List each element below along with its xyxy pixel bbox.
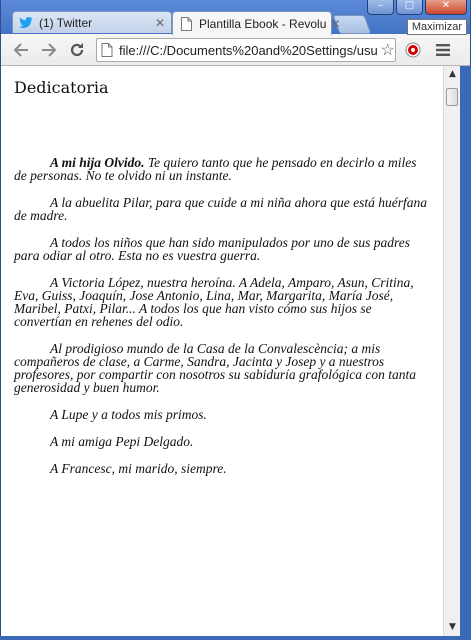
paragraph-text: A Victoria López, nuestra heroína. A Adela, Amparo, Asun, Critina, Eva, Guiss, Joaquín, Jose Antonio, Lina, Mar, Margarita, María José, Maribel, Patxi, Pilar... A todos los que han visto cómo sus hijos se convertían en rehenes del odio. [14, 275, 414, 329]
bookmark-star-icon[interactable]: ☆ [380, 42, 395, 59]
scroll-up-icon[interactable]: ▲ [449, 69, 456, 79]
paragraph [14, 435, 432, 448]
tab-twitter[interactable] [12, 11, 172, 33]
minimize-button[interactable]: – [367, 0, 394, 15]
paragraph [14, 342, 432, 394]
close-window-button[interactable]: ✕ [425, 0, 467, 15]
toolbar [1, 34, 470, 66]
address-bar[interactable] [96, 38, 396, 62]
paragraph [14, 236, 432, 262]
tab-title: (1) Twitter [39, 15, 93, 30]
twitter-icon [19, 16, 33, 30]
paragraph [14, 196, 432, 222]
paragraph [14, 408, 432, 421]
scrollbar-thumb[interactable] [446, 88, 458, 106]
paragraph-text: Al prodigioso mundo de la Casa de la Convalescència; a mis compañeros de clase, a Carme, Sandra, Jacinta y Josep y a nuestros profesores, por compartir con nosotros su sabiduría grafológica con tanta generosidad y buen humor. [14, 341, 417, 395]
url-text: file:///C:/Documents%20and%20Settings/usu [119, 42, 378, 58]
vertical-scrollbar[interactable] [443, 66, 460, 636]
reload-icon[interactable] [67, 40, 87, 60]
page-icon [101, 43, 113, 57]
paragraph [14, 462, 432, 475]
maximize-button[interactable]: □ [396, 0, 423, 15]
back-arrow-icon[interactable] [11, 40, 31, 60]
paragraph-text: A mi amiga Pepi Delgado. [50, 434, 194, 449]
window-controls [367, 0, 467, 14]
paragraph-text: A la abuelita Pilar, para que cuide a mi niña ahora que está huérfana de madre. [14, 195, 427, 223]
close-tab-icon[interactable]: ✕ [154, 15, 165, 30]
paragraph-bold: A mi hija Olvido. [50, 155, 145, 170]
forward-arrow-icon[interactable] [39, 40, 59, 60]
window-border [0, 636, 471, 640]
paragraph-text: A todos los niños que han sido manipulados por uno de sus padres para odiar al otro. Esta no es vuestra guerra. [14, 235, 411, 263]
paragraph [14, 276, 432, 328]
paragraph [14, 156, 432, 182]
scroll-down-icon[interactable]: ▼ [449, 622, 456, 632]
page-content [1, 66, 443, 636]
maximize-tooltip: Maximizar [407, 19, 467, 35]
tab-title: Plantilla Ebook - Revolu [199, 16, 327, 31]
paragraph-text: A Francesc, mi marido, siempre. [50, 461, 227, 476]
window-border [460, 66, 471, 640]
page-heading: Dedicatoria [14, 78, 109, 97]
close-tab-icon[interactable]: ✕ [330, 16, 341, 31]
tab-plantilla-ebook[interactable] [172, 11, 341, 35]
paragraph-text: Te quiero tanto que he pensado en decirlo a miles de personas. No te olvido ni un instante. [14, 155, 417, 183]
paragraph-text: A Lupe y a todos mis primos. [50, 407, 207, 422]
dedication-text [14, 156, 432, 489]
record-extension-icon[interactable] [403, 40, 423, 60]
page-icon [179, 17, 193, 31]
menu-icon[interactable] [433, 40, 453, 60]
